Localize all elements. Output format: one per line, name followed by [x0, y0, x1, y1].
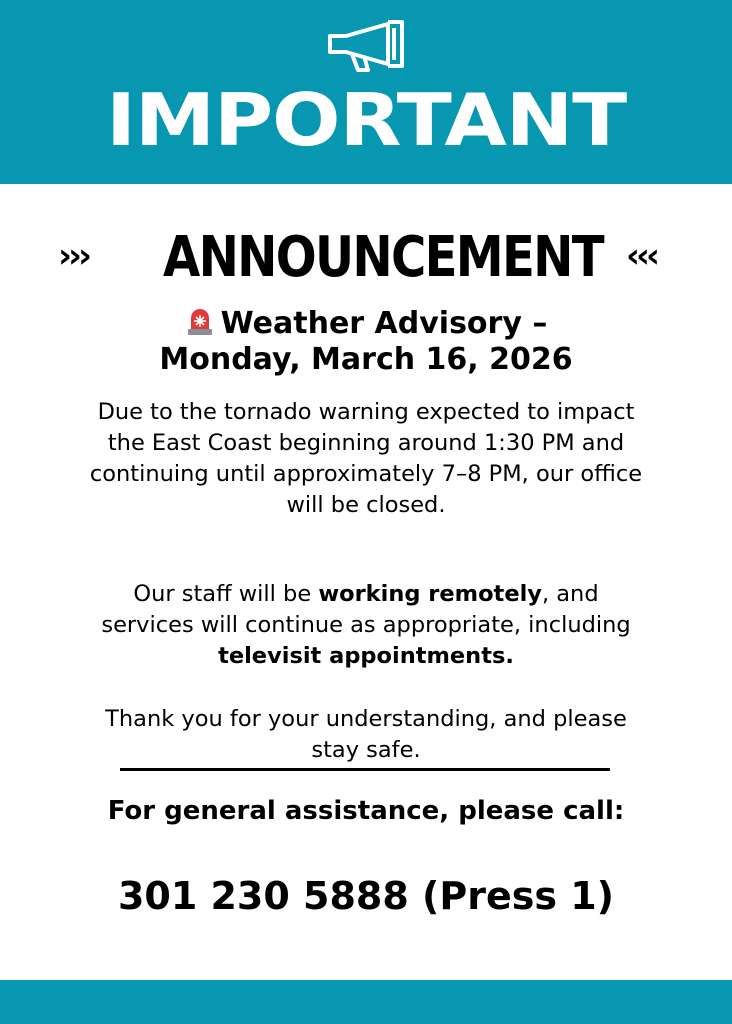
- advisory-line-2: Monday, March 16, 2026: [159, 342, 573, 377]
- announcement-heading: ANNOUNCEMENT: [163, 225, 603, 290]
- phone-number[interactable]: 301 230 5888 (Press 1): [117, 874, 615, 918]
- advisory-line-1: Weather Advisory –: [220, 306, 548, 341]
- siren-icon: [185, 306, 215, 336]
- assistance-prompt: For general assistance, please call:: [107, 796, 625, 826]
- left-arrows: ›››: [58, 236, 89, 276]
- remote-work-paragraph: [86, 579, 646, 672]
- advisory-title: [80, 306, 652, 378]
- remote-bold-1: working remotely: [318, 581, 542, 607]
- footer-band: [0, 980, 732, 1024]
- thank-you-paragraph: Thank you for your understanding, and please stay safe.: [105, 706, 627, 763]
- megaphone-icon: [326, 20, 406, 74]
- remote-text-1: Our staff will be: [133, 581, 319, 607]
- right-arrows: ‹‹‹: [626, 236, 657, 276]
- remote-text-2: , and services will continue as appropriate, including: [101, 581, 631, 638]
- remote-bold-2: televisit appointments.: [218, 643, 514, 669]
- closure-paragraph: Due to the tornado warning expected to impact the East Coast beginning around 1:30 PM and continuing until approximately 7–8 PM, our office will be closed.: [89, 399, 643, 518]
- divider: [120, 768, 610, 771]
- important-title: IMPORTANT: [106, 78, 626, 162]
